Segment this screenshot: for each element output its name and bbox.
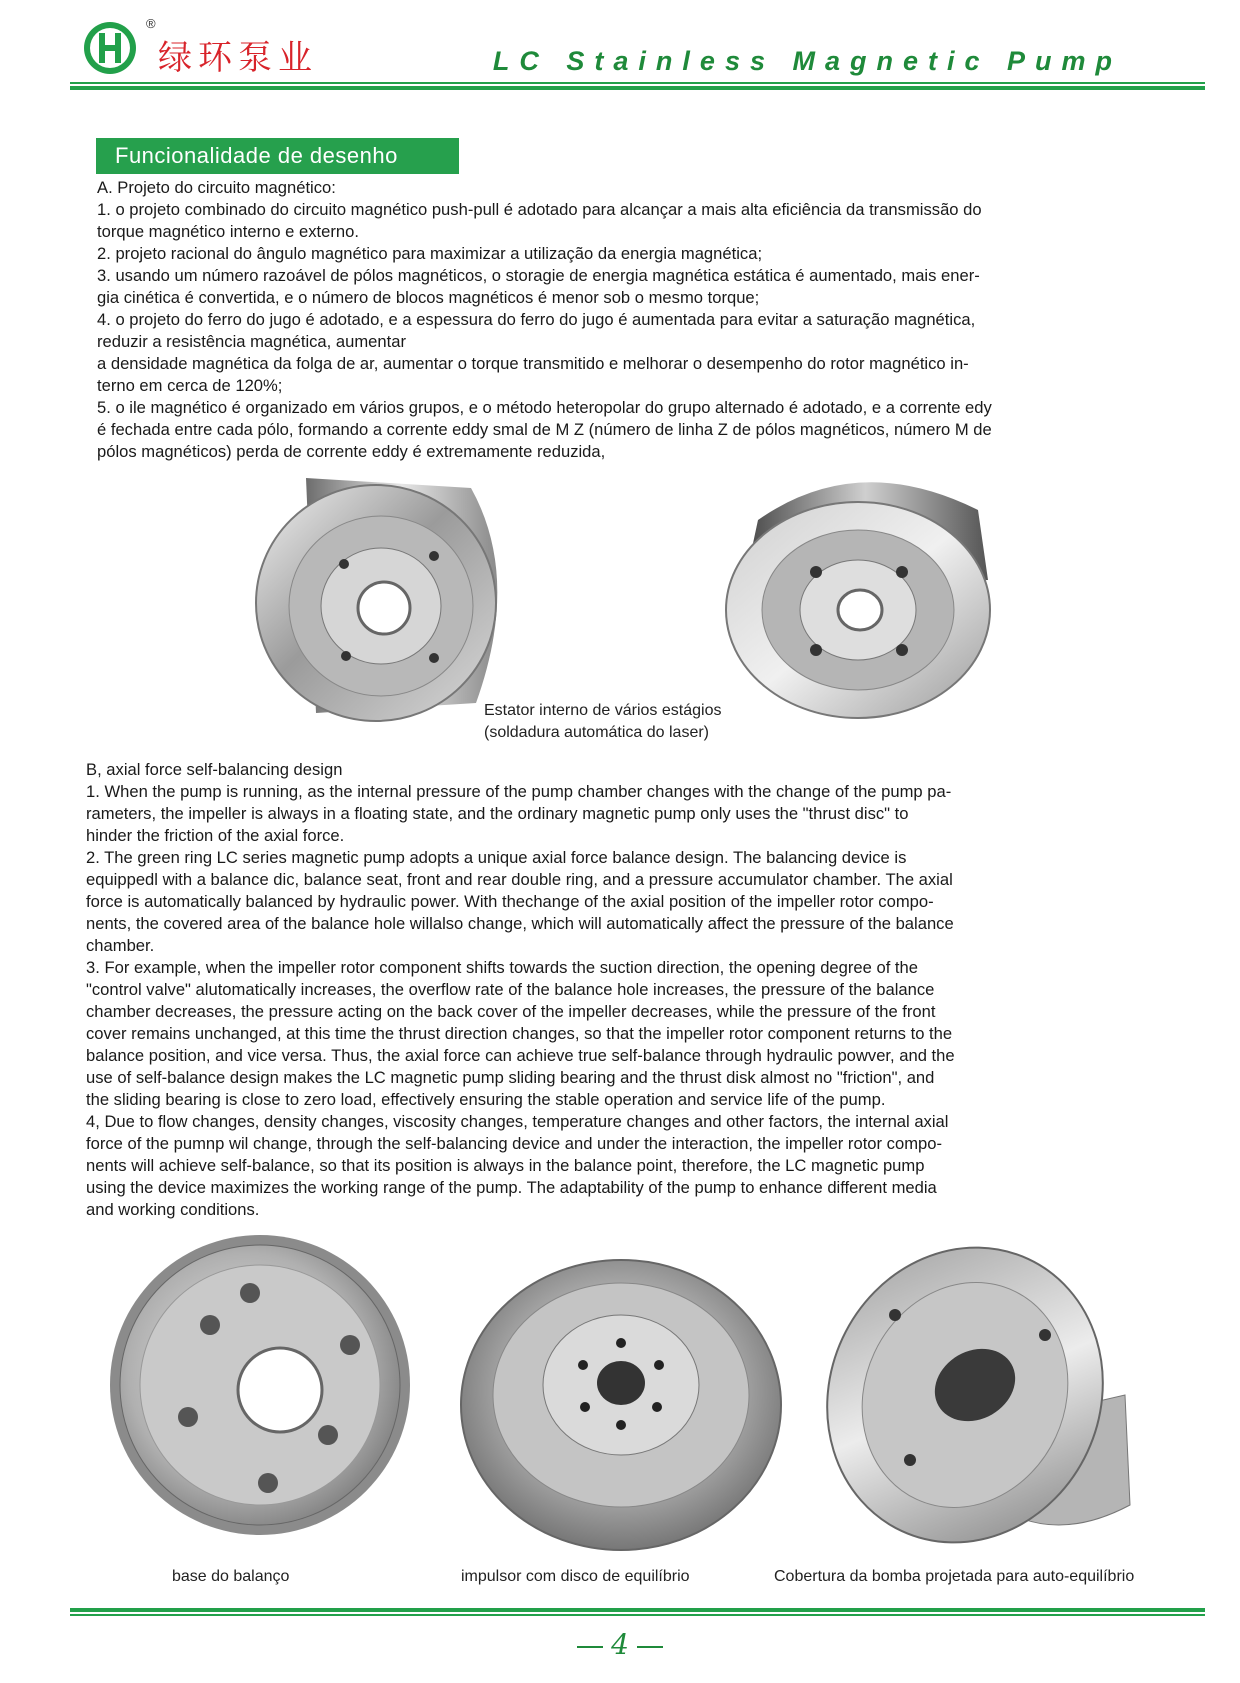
- footer-rule-thin: [70, 1614, 1205, 1616]
- page-header: [0, 0, 1240, 100]
- text-line: 2. The green ring LC series magnetic pump adopts a unique axial force balance design. The balancing device is: [86, 848, 907, 867]
- text-line: pólos magnéticos) perda de corrente eddy é extremamente reduzida,: [97, 442, 606, 461]
- text-line: a densidade magnética da folga de ar, aumentar o torque transmitido e melhorar o desempenho do rotor magnético in-: [97, 354, 969, 373]
- footer-rule-thick: [70, 1608, 1205, 1612]
- text-line: chamber.: [86, 936, 155, 955]
- pump-cover-photo: [825, 1245, 1137, 1565]
- text-line: cover remains unchanged, at this time the thrust direction changes, so that the impeller rotor component returns to the: [86, 1024, 953, 1043]
- balance-base-photo: [100, 1225, 420, 1543]
- text-line: 4, Due to flow changes, density changes, viscosity changes, temperature changes and other factors, the internal axial: [86, 1112, 949, 1131]
- stator-caption: [484, 700, 721, 744]
- text-line: terno em cerca de 120%;: [97, 376, 283, 395]
- section-a-text: [97, 177, 1177, 463]
- section-b-text: [86, 759, 1186, 1221]
- text-line: é fechada entre cada pólo, formando a corrente eddy smal de M Z (número de linha Z de pólos magnéticos, número M de: [97, 420, 992, 439]
- text-line: 2. projeto racional do ângulo magnético para maximizar a utilização da energia magnética;: [97, 244, 763, 263]
- text-line: force of the pumnp wil change, through the self-balancing device and under the interaction, the impeller rotor compo-: [86, 1134, 942, 1153]
- footer-dash-left: [577, 1646, 603, 1648]
- text-line: gia cinética é convertida, e o número de blocos magnéticos é menor sob o mesmo torque;: [97, 288, 760, 307]
- text-line: reduzir a resistência magnética, aumentar: [97, 332, 406, 351]
- page-number-text: 4: [611, 1628, 629, 1661]
- page-number: [0, 1628, 1240, 1661]
- text-line: hinder the friction of the axial force.: [86, 826, 345, 845]
- caption-impeller: impulsor com disco de equilíbrio: [461, 1568, 690, 1585]
- text-line: torque magnético interno e externo.: [97, 222, 359, 241]
- company-name: 绿环泵业: [158, 38, 318, 78]
- text-line: 3. For example, when the impeller rotor component shifts towards the suction direction, the opening degree of the: [86, 958, 918, 977]
- text-line: nents will achieve self-balance, so that its position is always in the balance point, therefore, the LC magnetic pump: [86, 1156, 925, 1175]
- text-line: 3. usando um número razoável de pólos magnéticos, o storagie de energia magnética estática é aumentado, mais ener-: [97, 266, 980, 285]
- inner-stator-photo-left: [236, 468, 526, 728]
- text-line: balance position, and vice versa. Thus, the axial force can achieve true self-balance through hydraulic powver, and the: [86, 1046, 955, 1065]
- text-line: rameters, the impeller is always in a floating state, and the ordinary magnetic pump only uses the "thrust disc" to: [86, 804, 909, 823]
- text-line: force is automatically balanced by hydraulic power. With thechange of the axial position of the impeller rotor compo-: [86, 892, 934, 911]
- inner-stator-photo-right: [718, 460, 1008, 722]
- text-line: 1. o projeto combinado do circuito magnético push-pull é adotado para alcançar a mais alta eficiência da transmissão do: [97, 200, 982, 219]
- text-line: B, axial force self-balancing design: [86, 760, 343, 779]
- page-title: LC Stainless Magnetic Pump: [492, 46, 1122, 76]
- footer-dash-right: [637, 1646, 663, 1648]
- text-line: chamber decreases, the pressure acting on the back cover of the impeller decreases, while the pressure of the front: [86, 1002, 936, 1021]
- header-rule-thick: [70, 86, 1205, 90]
- caption-pump-cover: Cobertura da bomba projetada para auto-equilíbrio: [774, 1568, 1135, 1585]
- caption-balance-base: base do balanço: [172, 1568, 290, 1585]
- text-line: 1. When the pump is running, as the internal pressure of the pump chamber changes with the change of the pump pa-: [86, 782, 952, 801]
- section-heading: Funcionalidade de desenho: [96, 138, 459, 174]
- text-line: 4. o projeto do ferro do jugo é adotado, e a espessura do ferro do jugo é aumentada para evitar a saturação magnética,: [97, 310, 976, 329]
- text-line: "control valve" alutomatically increases, the overflow rate of the balance hole increases, the pressure of the balance: [86, 980, 935, 999]
- text-line: the sliding bearing is close to zero load, effectively ensuring the stable operation and service life of the pump.: [86, 1090, 886, 1109]
- stator-caption-line2: (soldadura automática do laser): [484, 724, 710, 741]
- text-line: 5. o ile magnético é organizado em vários grupos, e o método heteropolar do grupo alternado é adotado, e a corrente edy: [97, 398, 992, 417]
- text-line: nents, the covered area of the balance hole willalso change, which will automatically affect the pressure of the balance: [86, 914, 954, 933]
- header-rule-thin: [70, 82, 1205, 84]
- text-line: use of self-balance design makes the LC magnetic pump sliding bearing and the thrust disk almost no "friction", and: [86, 1068, 935, 1087]
- company-logo-icon: [82, 20, 138, 76]
- text-line: using the device maximizes the working range of the pump. The adaptability of the pump to enhance different media: [86, 1178, 937, 1197]
- text-line: equippedl with a balance dic, balance seat, front and rear double ring, and a pressure accumulator chamber. The axial: [86, 870, 953, 889]
- impeller-balance-disc-photo: [455, 1255, 787, 1557]
- registered-mark: ®: [146, 16, 156, 31]
- stator-caption-line1: Estator interno de vários estágios: [484, 702, 722, 719]
- text-line: A. Projeto do circuito magnético:: [97, 178, 336, 197]
- text-line: and working conditions.: [86, 1200, 260, 1219]
